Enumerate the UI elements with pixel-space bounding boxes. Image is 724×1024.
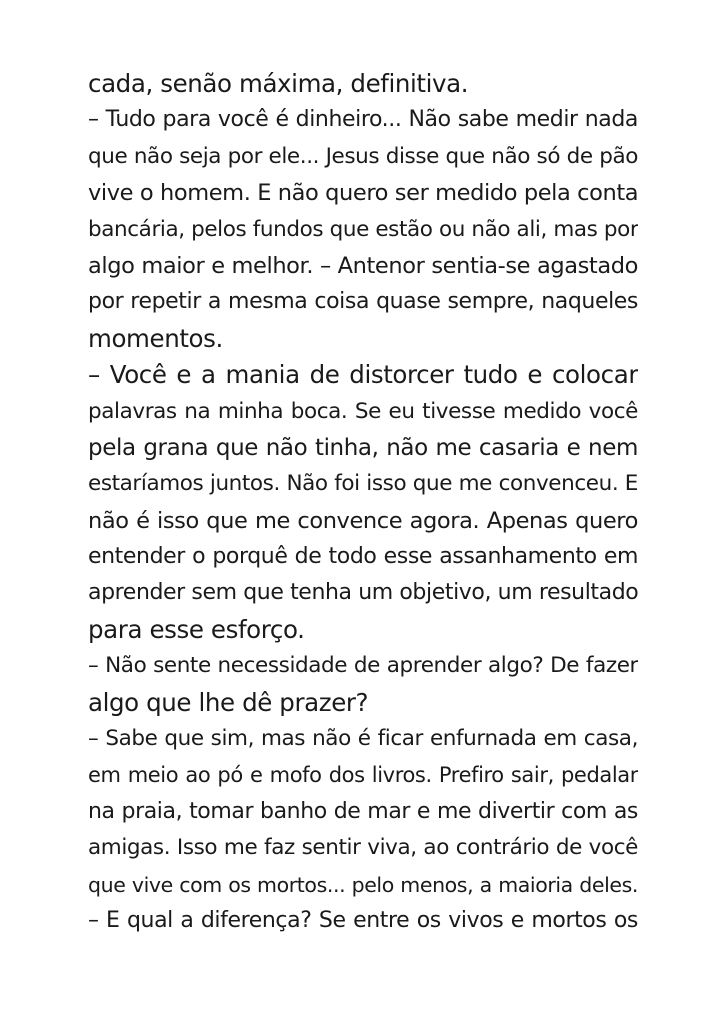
text-line: na praia, tomar banho de mar e me divertir com as bbox=[88, 798, 638, 824]
text-line: não é isso que me convence agora. Apenas quero bbox=[88, 507, 638, 534]
text-line: palavras na minha boca. Se eu tivesse medido você bbox=[88, 398, 638, 424]
text-line: aprender sem que tenha um objetivo, um resultado bbox=[88, 580, 638, 606]
text-line: algo maior e melhor. – Antenor sentia-se agastado bbox=[88, 252, 638, 279]
text-line: que não seja por ele... Jesus disse que não só de pão bbox=[88, 143, 638, 169]
text-line: entender o porquê de todo esse assanhamento em bbox=[88, 544, 638, 570]
document-page bbox=[88, 66, 638, 939]
text-line: cada, senão máxima, definitiva. bbox=[88, 69, 469, 98]
text-line: – Tudo para você é dinheiro... Não sabe medir nada bbox=[88, 107, 638, 133]
text-line: algo que lhe dê prazer? bbox=[88, 687, 369, 717]
text-line: momentos. bbox=[88, 323, 223, 353]
text-line: estaríamos juntos. Não foi isso que me convenceu. E bbox=[88, 471, 638, 497]
text-line: para esse esforço. bbox=[88, 614, 305, 644]
text-line: – Sabe que sim, mas não é ficar enfurnada em casa, bbox=[88, 726, 638, 752]
text-line: – E qual a diferença? Se entre os vivos e mortos os bbox=[88, 907, 638, 933]
text-line: amigas. Isso me faz sentir viva, ao contrário de você bbox=[88, 835, 638, 861]
text-line: por repetir a mesma coisa quase sempre, naqueles bbox=[88, 289, 638, 315]
text-line: – Não sente necessidade de aprender algo? De fazer bbox=[88, 653, 638, 679]
text-line: pela grana que não tinha, não me casaria e nem bbox=[88, 434, 638, 461]
text-line: que vive com os mortos... pelo menos, a maioria deles. bbox=[88, 872, 638, 897]
text-line: em meio ao pó e mofo dos livros. Prefiro sair, pedalar bbox=[88, 763, 638, 788]
text-line: vive o homem. E não quero ser medido pela conta bbox=[88, 180, 638, 207]
text-line: – Você e a mania de distorcer tudo e colocar bbox=[88, 360, 638, 390]
text-line: bancária, pelos fundos que estão ou não ali, mas por bbox=[88, 216, 638, 242]
